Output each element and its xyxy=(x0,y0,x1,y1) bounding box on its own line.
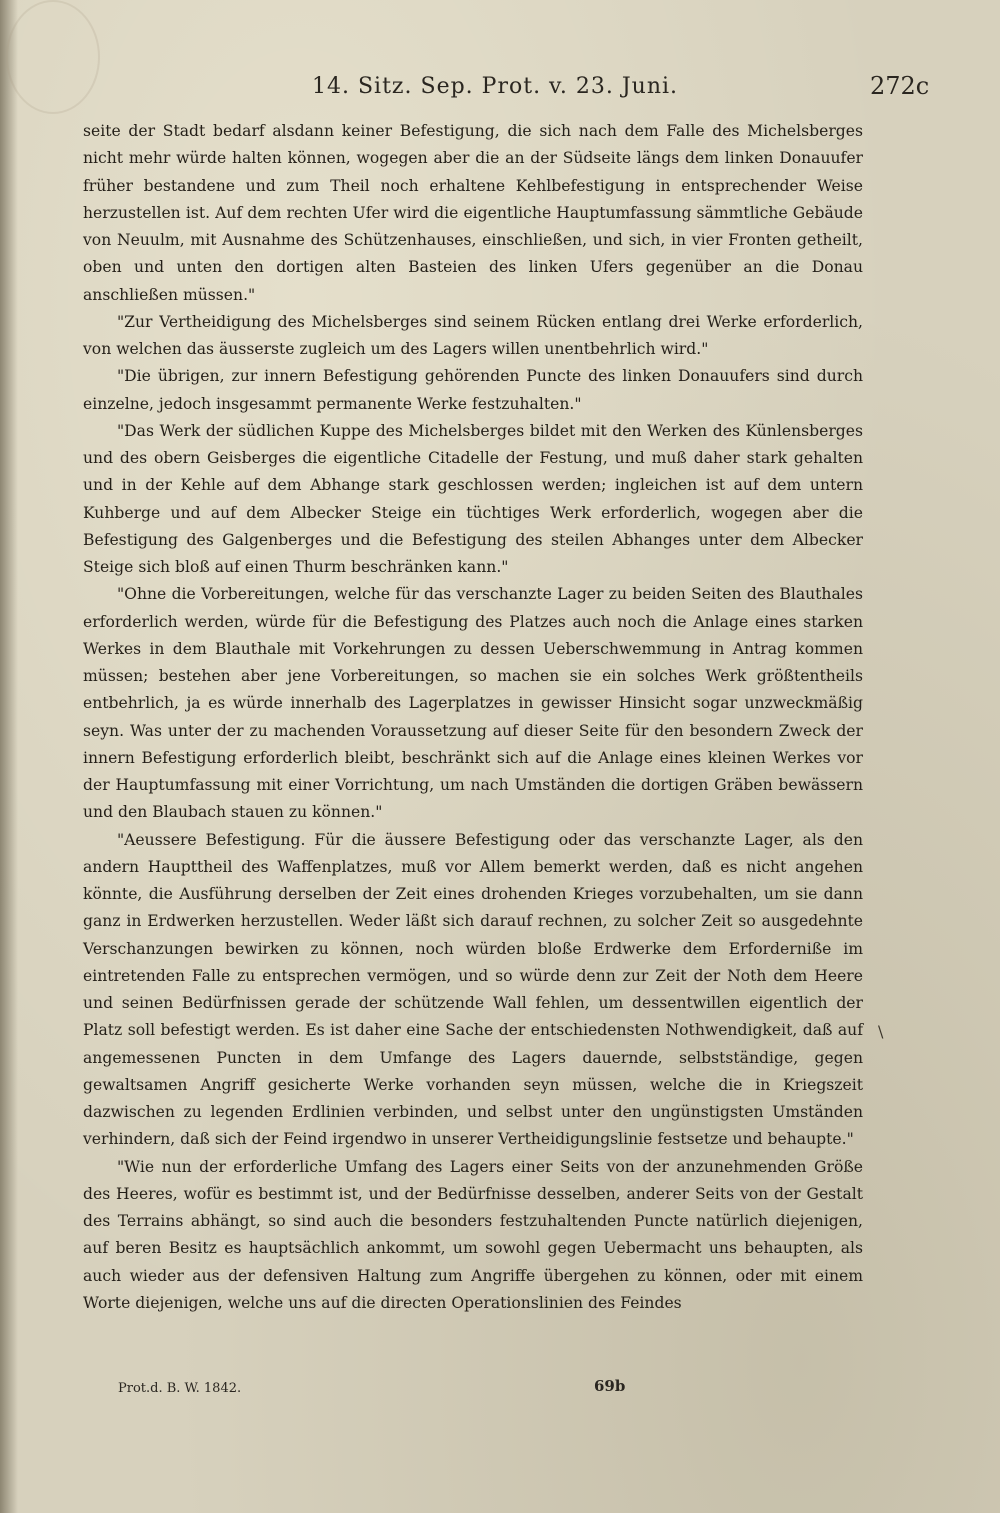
running-head: 14. Sitz. Sep. Prot. v. 23. Juni. xyxy=(312,74,679,99)
sheet-mark: 69b xyxy=(594,1377,626,1395)
folio-number: 272c xyxy=(870,72,930,100)
paragraph: "Ohne die Vorbereitungen, welche für das verschanzte Lager zu beiden Seiten des Blauthales erforderlich werden, würde für die Befestigung des Platzes auch noch die Anlage eines starken Werkes in dem Blauthale mit Vorkehrungen zu dessen Ueberschwemmung in Antrag kommen müssen; bestehen aber jene Vorbereitungen, so machen sie ein solches Werk größtentheils entbehrlich, ja es würde innerhalb des Lagerplatzes in gewisser Hinsicht sogar unzweckmäßig seyn. Was unter der zu machenden Voraussetzung auf dieser Seite für den besondern Zweck der innern Befestigung erforderlich bleibt, beschränkt sich auf die Anlage eines kleinen Werkes vor der Hauptumfassung mit einer Vorrichtung, um nach Umständen die dortigen Gräben bewässern und den Blaubach stauen zu können." xyxy=(83,585,863,822)
printer-signature: Prot.d. B. W. 1842. xyxy=(118,1381,242,1396)
page-footer xyxy=(0,1377,1000,1407)
margin-mark: \ xyxy=(878,1022,884,1041)
paragraph: seite der Stadt bedarf alsdann keiner Befestigung, die sich nach dem Falle des Michelsberges nicht mehr würde halten können, wogegen aber die an der Südseite längs dem linken Donauufer früher bestandene und zum Theil noch erhaltene Kehlbefestigung in entsprechender Weise herzustellen ist. Auf dem rechten Ufer wird die eigentliche Hauptumfassung sämmtliche Gebäude von Neuulm, mit Ausnahme des Schützenhauses, einschließen, und sich, in vier Fronten getheilt, oben und unten den dortigen alten Basteien des linken Ufers gegenüber an die Donau anschließen müssen." xyxy=(83,122,863,304)
page-header xyxy=(0,66,1000,106)
body-text xyxy=(83,118,863,1317)
binding-shadow xyxy=(0,0,18,1513)
paragraph: "Zur Vertheidigung des Michelsberges sind seinem Rücken entlang drei Werke erforderlich, von welchen das äusserste zugleich um des Lagers willen unentbehrlich wird." xyxy=(83,312,863,358)
paragraph: "Aeussere Befestigung. Für die äussere Befestigung oder das verschanzte Lager, als den andern Haupttheil des Waffenplatzes, muß vor Allem bemerkt werden, daß es nicht angehen könnte, die Ausführung derselben der Zeit eines drohenden Krieges vorzubehalten, um sie dann ganz in Erdwerken herzustellen. Weder läßt sich darauf rechnen, zu solcher Zeit so ausgedehnte Verschanzungen bewirken zu können, noch würden bloße Erdwerke dem Erforderniße im eintretenden Falle zu entsprechen vermögen, und so würde denn zur Zeit der Noth dem Heere und seinen Bedürfnissen gerade der schützende Wall fehlen, um dessentwillen eigentlich der Platz soll befestigt werden. Es ist daher eine Sache der entschiedensten Nothwendigkeit, daß auf angemessenen Puncten in dem Umfange des Lagers dauernde, selbstständige, gegen gewaltsamen Angriff gesicherte Werke vorhanden seyn müssen, welche die in Kriegszeit dazwischen zu legenden Erdlinien verbinden, und selbst unter den ungünstigsten Umständen verhindern, daß sich der Feind irgendwo in unserer Vertheidigungslinie festsetze und behaupte." xyxy=(83,830,863,1149)
paragraph: "Wie nun der erforderliche Umfang des Lagers einer Seits von der anzunehmenden Größe des Heeres, wofür es bestimmt ist, und der Bedürfnisse desselben, anderer Seits von der Gestalt des Terrains abhängt, so sind auch die besonders festzuhaltenden Puncte natürlich diejenigen, auf beren Besitz es hauptsächlich ankommt, um sowohl gegen Uebermacht uns behaupten, als auch wieder aus der defensiven Haltung zum Angriffe übergehen zu können, oder mit einem Worte diejenigen, welche uns auf die directen Operationslinien des Feindes xyxy=(83,1157,863,1312)
paragraph: "Das Werk der südlichen Kuppe des Michelsberges bildet mit den Werken des Künlensberges und des obern Geisberges die eigentliche Citadelle der Festung, und muß daher stark gehalten und in der Kehle auf dem Abhange stark geschlossen werden; ingleichen ist auf dem untern Kuhberge und auf dem Albecker Steige ein tüchtiges Werk erforderlich, wogegen aber die Befestigung des Galgenberges und die Befestigung des steilen Abhanges unter dem Albecker Steige sich bloß auf einen Thurm beschränken kann." xyxy=(83,421,863,576)
paragraph: "Die übrigen, zur innern Befestigung gehörenden Puncte des linken Donauufers sind durch einzelne, jedoch insgesammt permanente Werke festzuhalten." xyxy=(83,367,863,413)
